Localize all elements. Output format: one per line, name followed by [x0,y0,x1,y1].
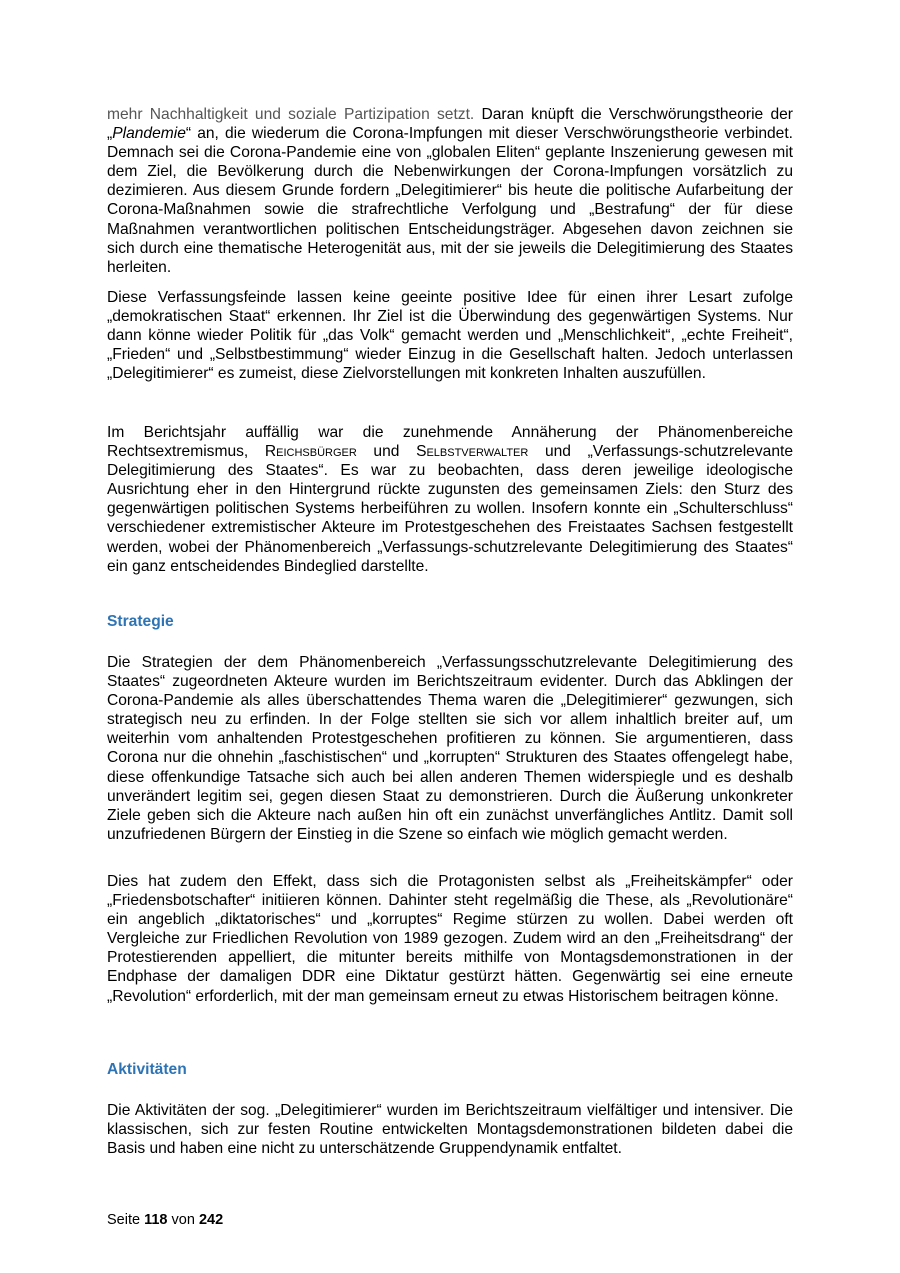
paragraph-text: und [356,443,417,461]
section-heading-aktivitaeten: Aktivitäten [107,1061,187,1078]
footer-prefix: Seite [107,1212,145,1228]
paragraph-plandemie [107,105,793,277]
small-caps-term: Selbstverwalter [416,443,529,461]
small-caps-term: Reichsbürger [264,443,357,461]
current-page-number: 118 [144,1212,168,1228]
paragraph-text: und „Verfassungs-schutzrelevante Delegitimierung des Staates“. Es war zu beobachten, dass deren jeweilige ideologische Ausrichtung eher in den Hintergrund rückte zugunsten des gemeinsamen Ziels: den Sturz des gegenwärtigen politischen Systems herbeiführen zu wollen. Insofern konnte ein „Schulterschluss“ verschiedener extremistischer Akteure im Protestgeschehen des Freistaates Sachsen festgestellt werden, wobei der Phänomenbereich „Verfassungs-schutzrelevante Delegitimierung des Staates“ ein ganz entscheidendes Bindeglied darstellte. [107,443,794,575]
total-page-number: 242 [198,1212,224,1228]
footer-middle: von [167,1212,199,1228]
paragraph-text: Im Berichtsjahr auffällig war die zunehmende Annäherung der Phänomenbereiche Rechtsextremismus, [107,424,793,461]
page-footer [107,1212,223,1228]
section-heading-strategie: Strategie [107,613,174,630]
italic-term: Plandemie [112,125,186,143]
paragraph-strategien: Die Strategien der dem Phänomenbereich „Verfassungsschutzrelevante Delegitimierung des Staates“ zugeordneten Akteure wurden im Berichtszeitraum evidenter. Durch das Abklingen der Corona-Pandemie als alles überschattendes Thema waren die „Delegitimierer“ gezwungen, sich strategisch neu zu erfinden. In der Folge stellten sie sich vor allem inhaltlich breiter auf, um weiterhin vom anhaltenden Protestgeschehen profitieren zu können. Sie argumentieren, dass Corona nur die ohnehin „faschistischen“ und „korrupten“ Strukturen des Staates offengelegt habe, diese offenkundige Tatsache sich auch bei allen anderen Themen widerspiegle und es deshalb unverändert legitim sei, gegen diesen Staat zu demonstrieren. Durch die Äußerung unkonkreter Ziele geben sich die Akteure nach außen hin oft ein zunächst unverfängliches Antlitz. Damit soll unzufriedenen Bürgern der Einstieg in die Szene so einfach wie möglich gemacht werden. [107,654,793,843]
paragraph-verfassungsfeinde: Diese Verfassungsfeinde lassen keine geeinte positive Idee für einen ihrer Lesart zufolge „demokratischen Staat“ erkennen. Ihr Ziel ist die Überwindung des gegenwärtigen Systems. Nur dann könne wieder Politik für „das Volk“ gemacht werden und „Menschlichkeit“, „echte Freiheit“, „Frieden“ und „Selbstbestimmung“ wieder Einzug in die Gesellschaft halten. Jedoch unterlassen „Delegitimierer“ es zumeist, diese Zielvorstellungen mit konkreten Inhalten auszufüllen. [107,289,793,383]
paragraph-annaeherung [107,423,793,576]
paragraph-aktivitaeten: Die Aktivitäten der sog. „Delegitimierer“ wurden im Berichtszeitraum vielfältiger und intensiver. Die klassischen, sich zur festen Routine entwickelten Montagsdemonstrationen bildeten dabei die Basis und haben eine nicht zu unterschätzende Gruppendynamik entfaltet. [107,1102,793,1158]
paragraph-text: Daran knüpft die Verschwörungstheorie der „ [107,106,793,143]
paragraph-text: “ an, die wiederum die Corona-Impfungen mit dieser Verschwörungstheorie verbindet. Demnach sei die Corona-Pandemie eine von „globalen Eliten“ geplante Inszenierung gewesen mit dem Ziel, die Bevölkerung durch die Nebenwirkungen der Corona-Impfungen vorsätzlich zu dezimieren. Aus diesem Grunde fordern „Delegitimierer“ bis heute die politische Aufarbeitung der Corona-Maßnahmen sowie die strafrechtliche Verfolgung und „Bestrafung“ der für diese Maßnahmen verantwortlichen politischen Entscheidungsträger. Abgesehen davon zeichnen sie sich durch eine thematische Heterogenität aus, mit der sie jeweils die Delegitimierung des Staates herleiten. [107,125,793,276]
paragraph-lead-fragment: mehr Nachhaltigkeit und soziale Partizipation setzt. [107,106,475,123]
paragraph-effekt: Dies hat zudem den Effekt, dass sich die Protagonisten selbst als „Freiheitskämpfer“ oder „Friedensbotschafter“ initiieren können. Dahinter steht regelmäßig die These, als „Revolutionäre“ ein angeblich „diktatorisches“ und „korruptes“ Regime stürzen zu wollen. Dabei werden oft Vergleiche zur Friedlichen Revolution von 1989 gezogen. Zudem wird an den „Freiheitsdrang“ der Protestierenden appelliert, die mitunter bereits mithilfe von Montagsdemonstrationen in der Endphase der damaligen DDR eine Diktatur gestürzt hätten. Gegenwärtig sei eine erneute „Revolution“ erforderlich, mit der man gemeinsam erneut zu etwas Historischem beitragen könne. [107,873,793,1005]
